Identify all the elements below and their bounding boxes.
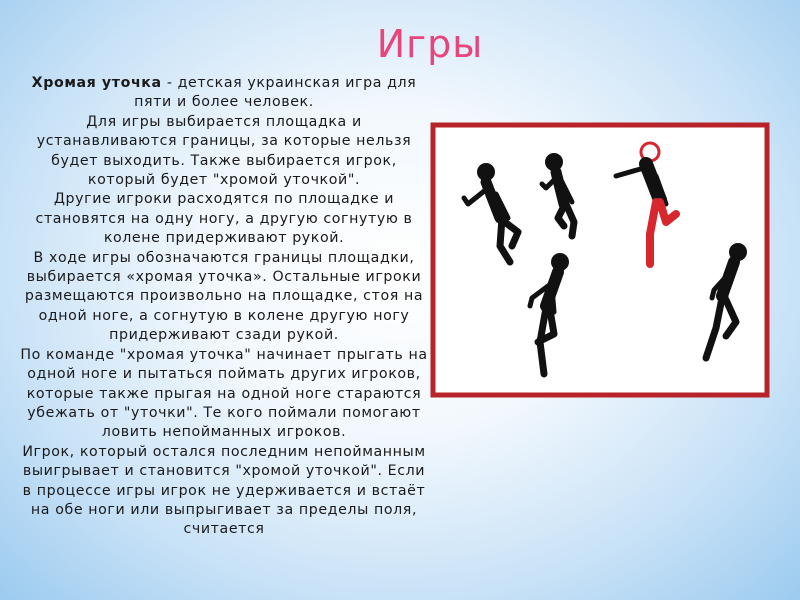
game-name: Хромая уточка: [31, 75, 162, 91]
paragraph: Игрок, который остался последним непойманным выигрывает и становится "хромой уточкой". Если в процессе игры игрок не удерживается и встаёт на обе ноги или выпрыгивает за пределы поля, считается: [22, 443, 426, 538]
children-playing-icon: [430, 122, 770, 398]
intro-text: - детская украинская игра для пяти и более человек.: [134, 75, 417, 111]
intro-paragraph: [18, 74, 430, 113]
paragraph: Для игры выбирается площадка и устанавливаются границы, за которые нельзя будет выходить. Также выбирается игрок, который будет "хромой уточкой".: [36, 113, 412, 189]
paragraph: В ходе игры обозначаются границы площадки, выбирается «хромая уточка». Остальные игроки размещаются произвольно на площадке, стоя на одной ноге, а согнутую в колене другую ногу придерживают сзади рукой.: [24, 249, 424, 344]
game-description: [18, 74, 430, 540]
game-illustration: [430, 122, 770, 398]
paragraph: Другие игроки расходятся по площадке и становятся на одну ногу, а другую согнутую в колене придерживают рукой.: [35, 191, 413, 247]
slide-title: Игры: [376, 22, 484, 66]
paragraph: По команде "хромая уточка" начинает прыгать на одной ноге и пытаться поймать других игроков, которые также прыгая на одной ноге стараются убежать от "уточки". Те кого поймали помогают ловить непойманных игроков.: [20, 346, 428, 441]
